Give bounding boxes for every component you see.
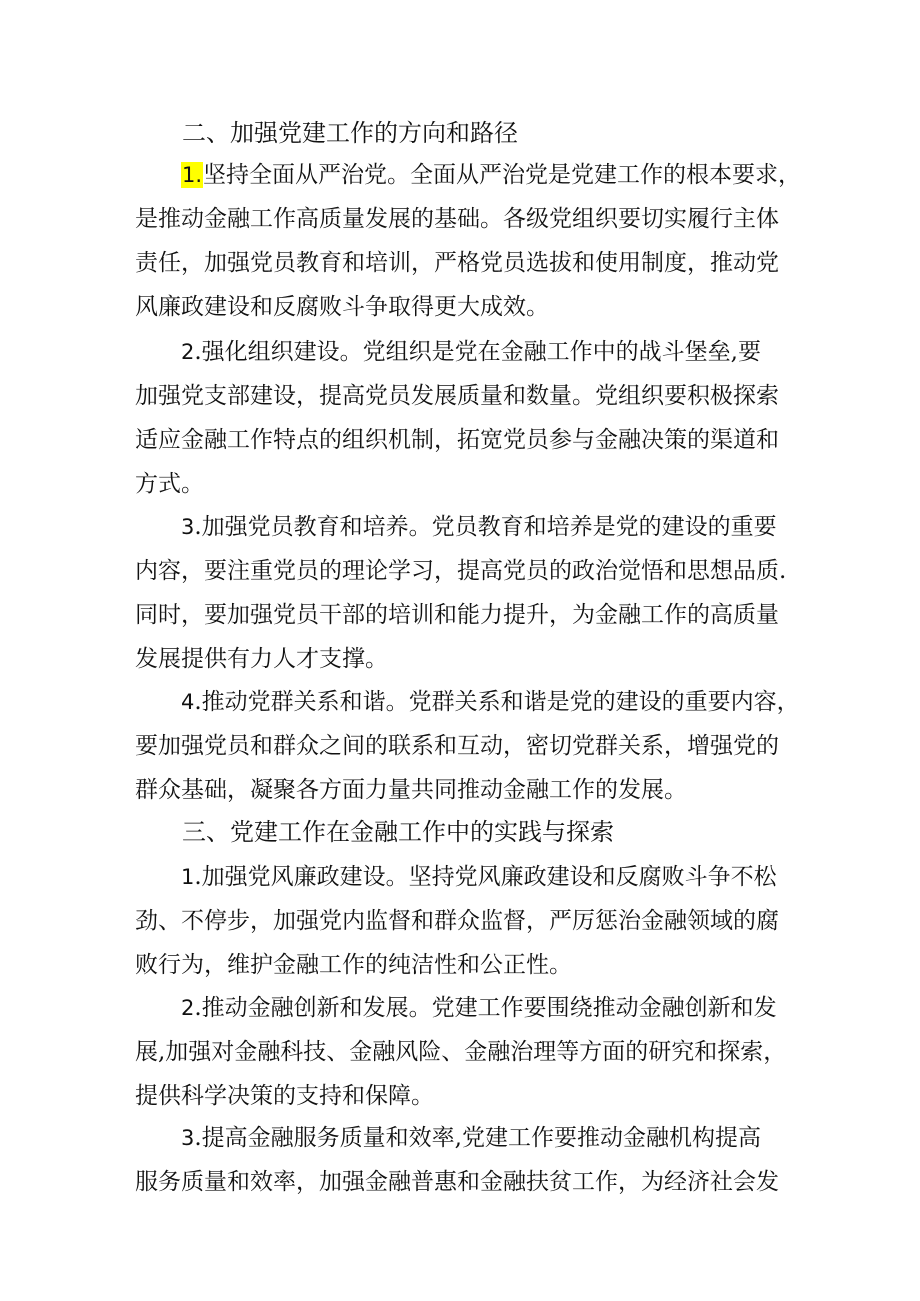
paragraph-line: 加强党支部建设，提高党员发展质量和数量。党组织要积极探索: [135, 383, 779, 409]
paragraph-2-3: [135, 505, 785, 681]
paragraph-line: 服务质量和效率，加强金融普惠和金融扶贫工作，为经济社会发: [135, 1169, 779, 1195]
paragraph-2-1: [135, 153, 802, 329]
paragraph-line: 1.坚持全面从严治党。全面从严治党是党建工作的根本要求，: [182, 162, 802, 188]
paragraph-line: 提供科学决策的支持和保障。: [135, 1083, 434, 1109]
section-heading-3: 三、党建工作在金融工作中的实践与探索: [182, 818, 614, 846]
paragraph-line: 同时，要加强党员干部的培训和能力提升，为金融工作的高质量: [135, 602, 779, 628]
paragraph-line: 方式。: [135, 471, 204, 497]
paragraph-3-3: [135, 1116, 785, 1204]
paragraph-2-4: [135, 680, 800, 812]
paragraph-line: 适应金融工作特点的组织机制，拓宽党员参与金融决策的渠道和: [135, 427, 779, 453]
paragraph-number: 1: [181, 865, 195, 889]
paragraph-line: 劲、不停步，加强党内监督和群众监督，严厉惩治金融领域的腐: [135, 908, 779, 934]
paragraph-number: 4: [181, 690, 195, 714]
paragraph-number: 3: [181, 1126, 195, 1150]
paragraph-2-2: [135, 330, 785, 506]
paragraph-line: 责任，加强党员教育和培训，严格党员选拔和使用制度，推动党: [135, 250, 779, 276]
paragraph-line: 发展提供有力人才支撑。: [135, 646, 388, 672]
paragraph-line: 3.加强党员教育和培养。党员教育和培养是党的建设的重要: [181, 514, 777, 540]
paragraph-number: 2: [181, 340, 195, 364]
paragraph-line: 要加强党员和群众之间的联系和互动，密切党群关系，增强党的: [135, 733, 779, 759]
section-heading-2: 二、加强党建工作的方向和路径: [182, 119, 518, 147]
paragraph-line: 3.提高金融服务质量和效率,党建工作要推动金融机构提高: [181, 1125, 761, 1151]
paragraph-3-1: [135, 855, 785, 987]
paragraph-line: 风廉政建设和反腐败斗争取得更大成效。: [135, 294, 549, 320]
paragraph-line: 4.推动党群关系和谐。党群关系和谐是党的建设的重要内容，: [181, 689, 800, 715]
paragraph-line: 展,加强对金融科技、金融风险、金融治理等方面的研究和探索，: [135, 1039, 787, 1065]
paragraph-line: 2.强化组织建设。党组织是党在金融工作中的战斗堡垒,要: [181, 339, 761, 365]
paragraph-line: 内容，要注重党员的理论学习，提高党员的政治觉悟和思想品质.: [135, 558, 787, 584]
paragraph-number-highlighted: 1.: [182, 163, 203, 187]
paragraph-line: 2.推动金融创新和发展。党建工作要围绕推动金融创新和发: [181, 995, 777, 1021]
paragraph-number: 2: [181, 996, 195, 1020]
paragraph-number: 3: [181, 515, 195, 539]
paragraph-line: 是推动金融工作高质量发展的基础。各级党组织要切实履行主体: [135, 206, 779, 232]
paragraph-line: 1.加强党风廉政建设。坚持党风廉政建设和反腐败斗争不松: [181, 864, 777, 890]
paragraph-line: 败行为，维护金融工作的纯洁性和公正性。: [135, 952, 572, 978]
paragraph-line: 群众基础，凝聚各方面力量共同推动金融工作的发展。: [135, 777, 687, 803]
paragraph-3-2: [135, 986, 785, 1118]
